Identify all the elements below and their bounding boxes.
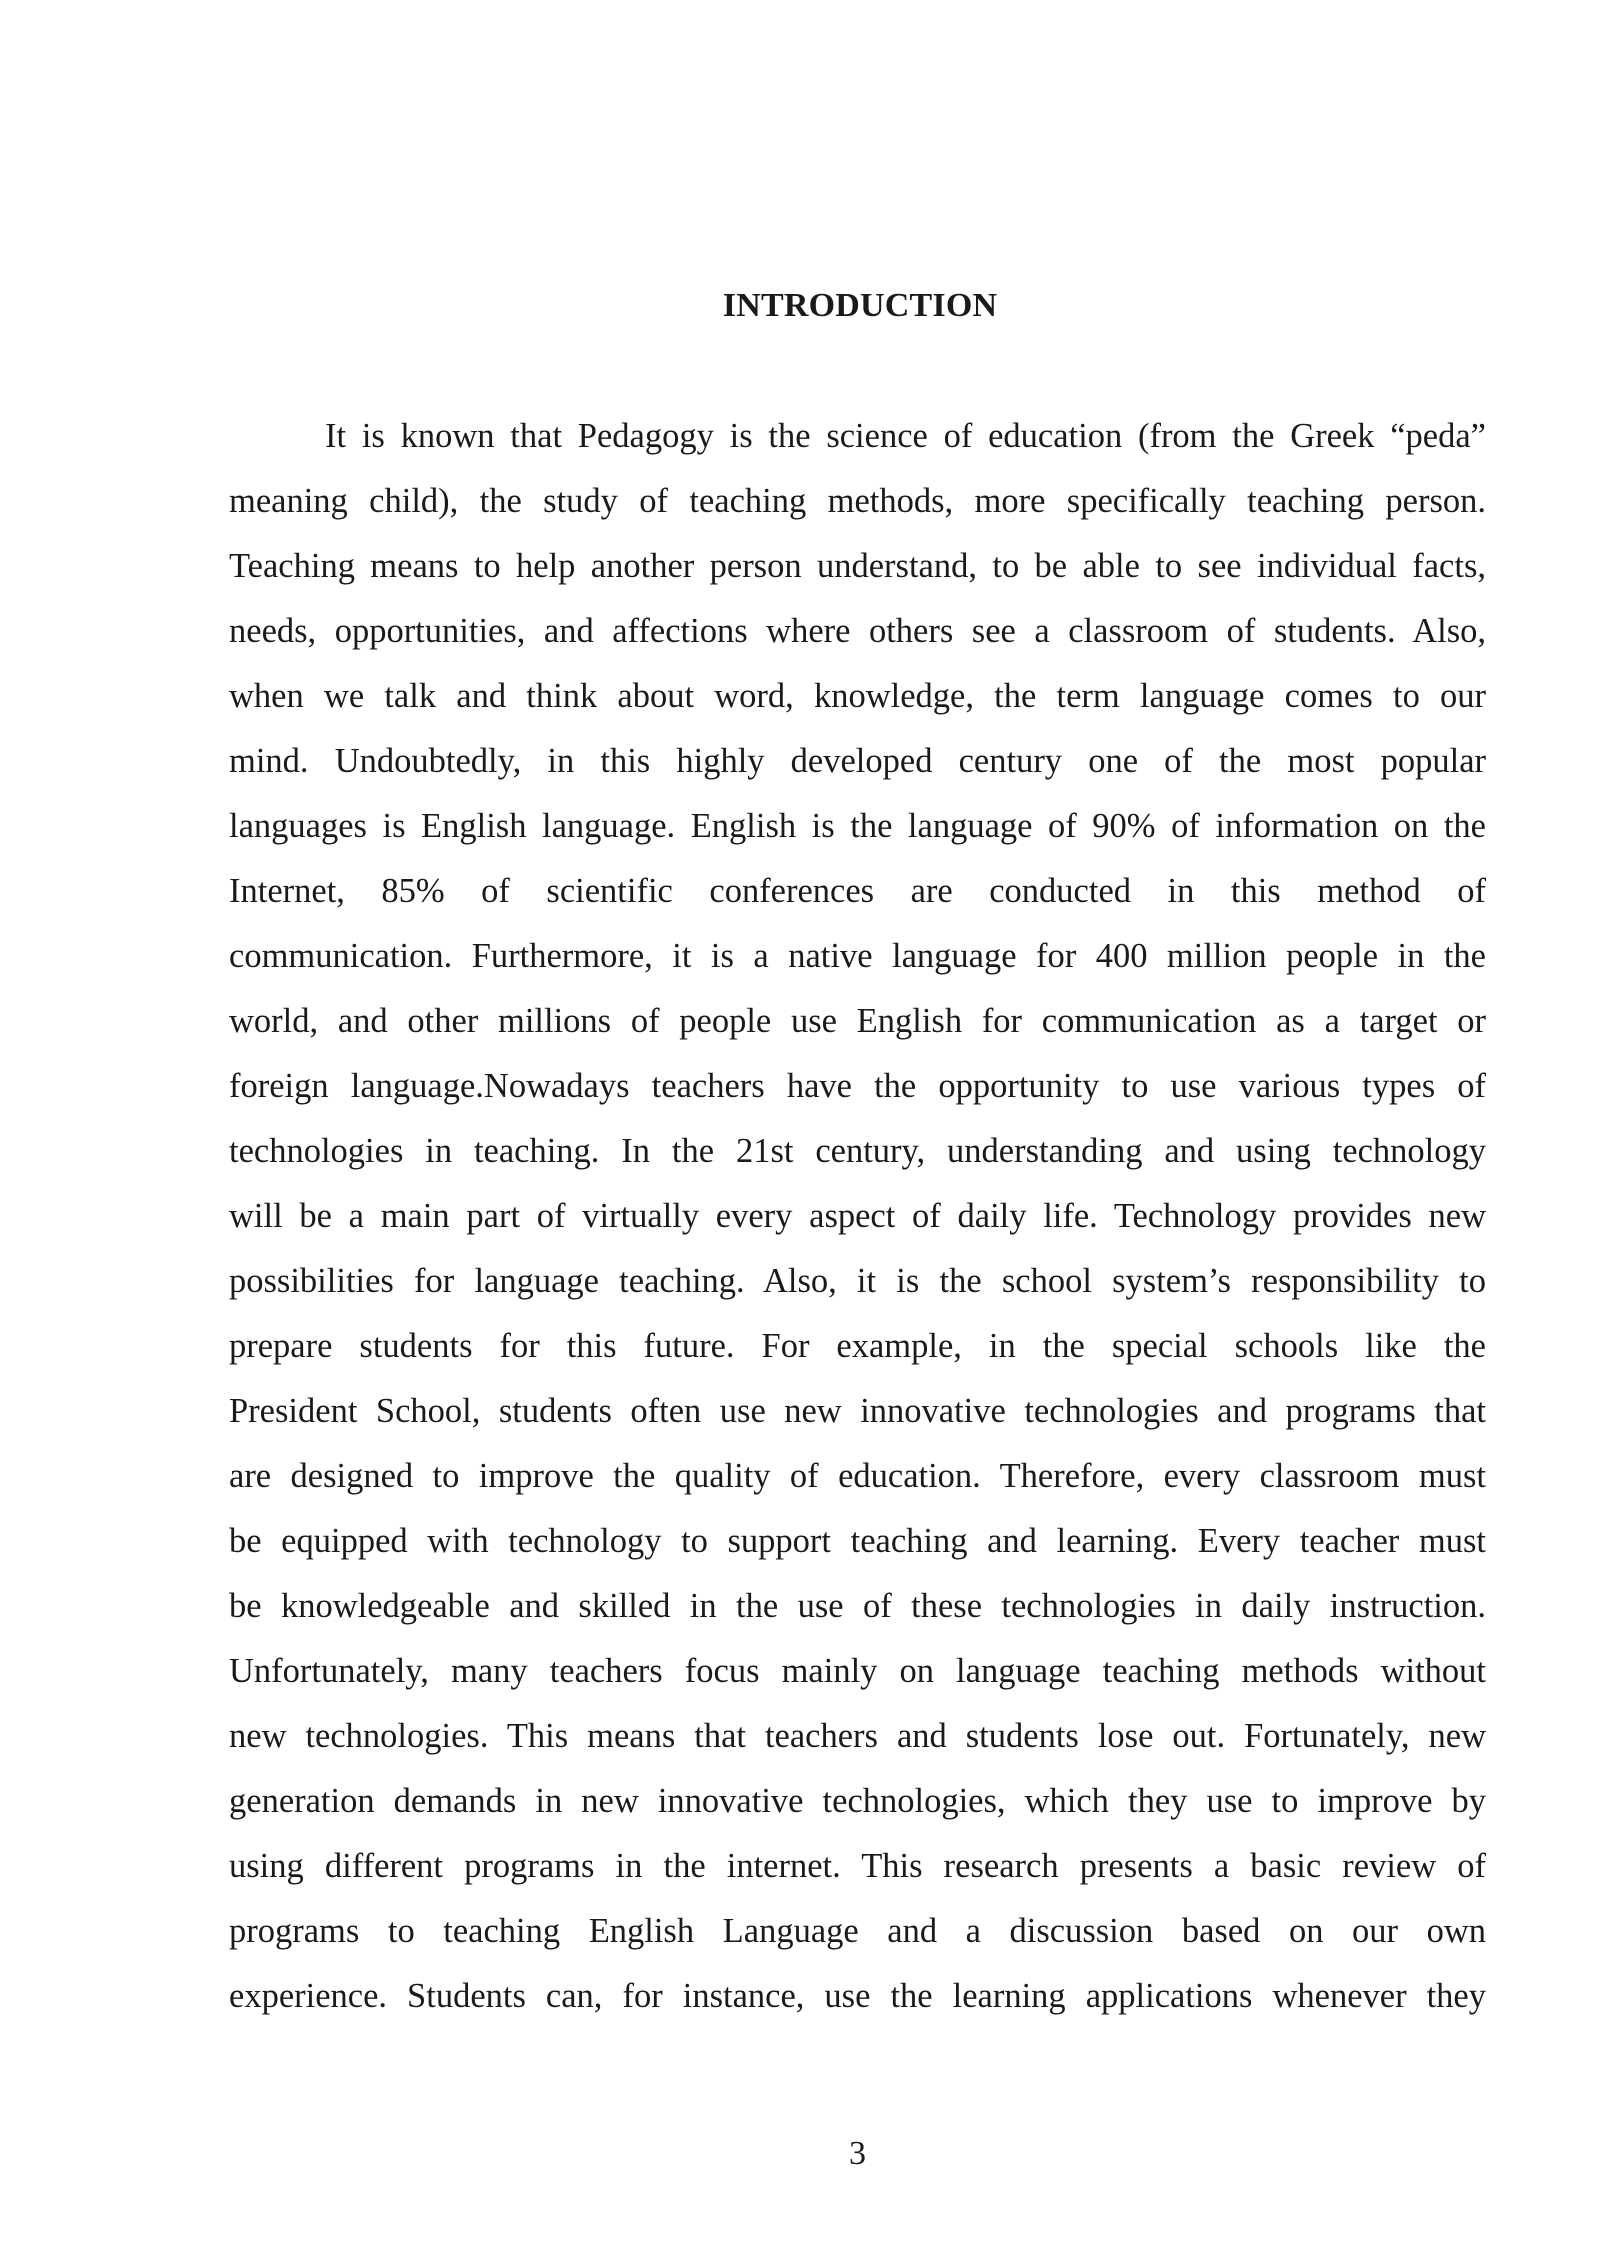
text-line: Unfortunately, many teachers focus mainly on language teaching methods without [229,1652,1486,1690]
text-line: are designed to improve the quality of education. Therefore, every classroom must [229,1457,1486,1495]
text-line: be equipped with technology to support teaching and learning. Every teacher must [229,1522,1486,1560]
text-line: Teaching means to help another person understand, to be able to see individual facts, [229,547,1486,585]
text-line: world, and other millions of people use English for communication as a target or [229,1002,1486,1040]
text-line: will be a main part of virtually every aspect of daily life. Technology provides new [229,1197,1486,1235]
text-line: generation demands in new innovative technologies, which they use to improve by [229,1782,1486,1820]
text-line: new technologies. This means that teachers and students lose out. Fortunately, new [229,1717,1486,1755]
text-line: when we talk and think about word, knowledge, the term language comes to our [229,677,1486,715]
text-line: programs to teaching English Language and a discussion based on our own [229,1912,1486,1950]
page-number: 3 [849,2135,866,2172]
text-line: It is known that Pedagogy is the science of education (from the Greek “peda” [325,417,1486,455]
text-line: meaning child), the study of teaching methods, more specifically teaching person. [229,482,1486,520]
text-line: communication. Furthermore, it is a native language for 400 million people in the [229,937,1486,975]
text-line: experience. Students can, for instance, use the learning applications whenever they [229,1977,1486,2015]
text-line: mind. Undoubtedly, in this highly developed century one of the most popular [229,742,1486,780]
body-paragraph [229,412,1486,2037]
text-line: technologies in teaching. In the 21st century, understanding and using technology [229,1132,1486,1170]
text-line: Internet, 85% of scientific conferences are conducted in this method of [229,872,1486,910]
text-line: languages is English language. English is the language of 90% of information on the [229,807,1486,845]
text-line: using different programs in the internet. This research presents a basic review of [229,1847,1486,1885]
text-line: President School, students often use new innovative technologies and programs that [229,1392,1486,1430]
text-line: possibilities for language teaching. Also, it is the school system’s responsibility to [229,1262,1486,1300]
text-line: foreign language.Nowadays teachers have the opportunity to use various types of [229,1067,1486,1105]
section-heading: INTRODUCTION [722,287,998,324]
text-line: prepare students for this future. For example, in the special schools like the [229,1327,1486,1365]
text-line: be knowledgeable and skilled in the use of these technologies in daily instruction. [229,1587,1486,1625]
text-line: needs, opportunities, and affections where others see a classroom of students. Also, [229,612,1486,650]
